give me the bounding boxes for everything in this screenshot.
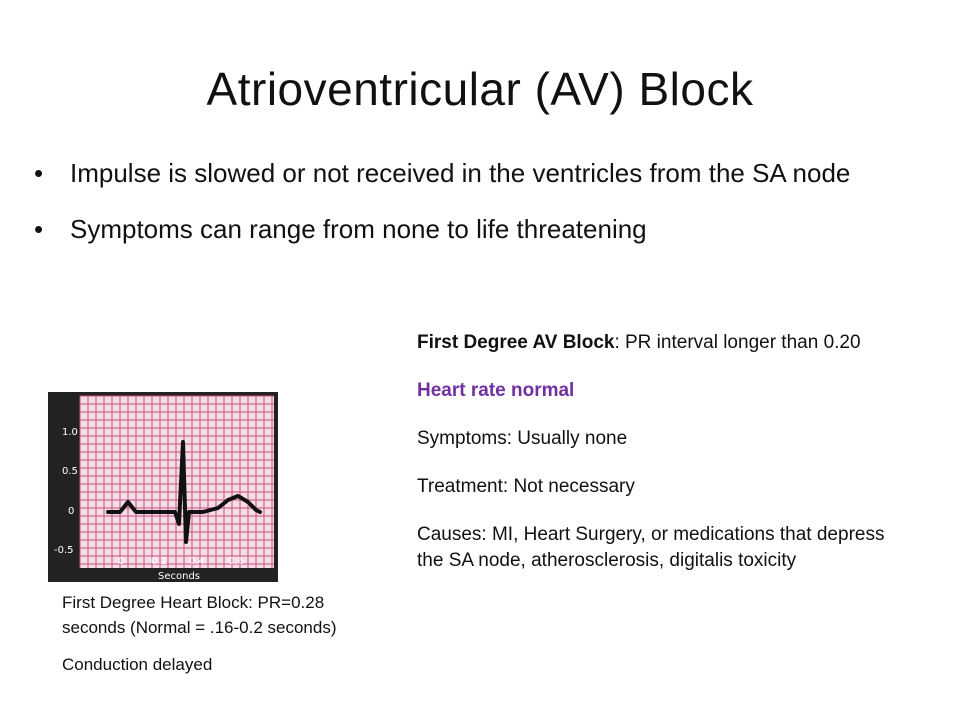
ecg-strip-image: [48, 392, 278, 582]
first-degree-label: First Degree AV Block: [417, 332, 615, 353]
treatment-note: Treatment: Not necessary: [417, 476, 635, 497]
bullet-list: [32, 156, 912, 268]
ecg-y-tick: 0.5: [62, 466, 78, 477]
ecg-y-tick: 1.0: [62, 427, 78, 438]
av-block-details: [417, 330, 887, 596]
ecg-y-tick: 0: [68, 506, 75, 517]
ecg-y-tick: -0.5: [54, 545, 74, 556]
ecg-caption: [62, 590, 362, 689]
ecg-x-tick: 0.4: [189, 556, 205, 567]
causes-note: Causes: MI, Heart Surgery, or medications that depress the SA node, atherosclerosis, digitalis toxicity: [417, 524, 885, 571]
heart-rate-note: Heart rate normal: [417, 380, 575, 401]
ecg-x-label: Seconds: [158, 571, 201, 582]
ecg-caption-text: First Degree Heart Block: PR=0.28 seconds (Normal = .16-0.2 seconds): [62, 593, 337, 637]
bullet-item: • Symptoms can range from none to life threatening: [32, 212, 912, 246]
ecg-graphic: [48, 392, 278, 582]
bullet-item: • Impulse is slowed or not received in the ventricles from the SA node: [32, 156, 912, 190]
first-degree-text: : PR interval longer than 0.20: [614, 332, 861, 353]
ecg-x-tick: 0: [118, 556, 125, 567]
ecg-x-tick: 0.6: [228, 556, 244, 567]
first-degree-definition: [417, 330, 887, 356]
ecg-grid-background: [80, 396, 274, 568]
ecg-x-tick: 0.2: [151, 556, 167, 567]
ecg-caption-conduction: Conduction delayed: [62, 655, 213, 674]
slide-title: Atrioventricular (AV) Block: [206, 63, 754, 115]
symptoms-note: Symptoms: Usually none: [417, 428, 628, 449]
